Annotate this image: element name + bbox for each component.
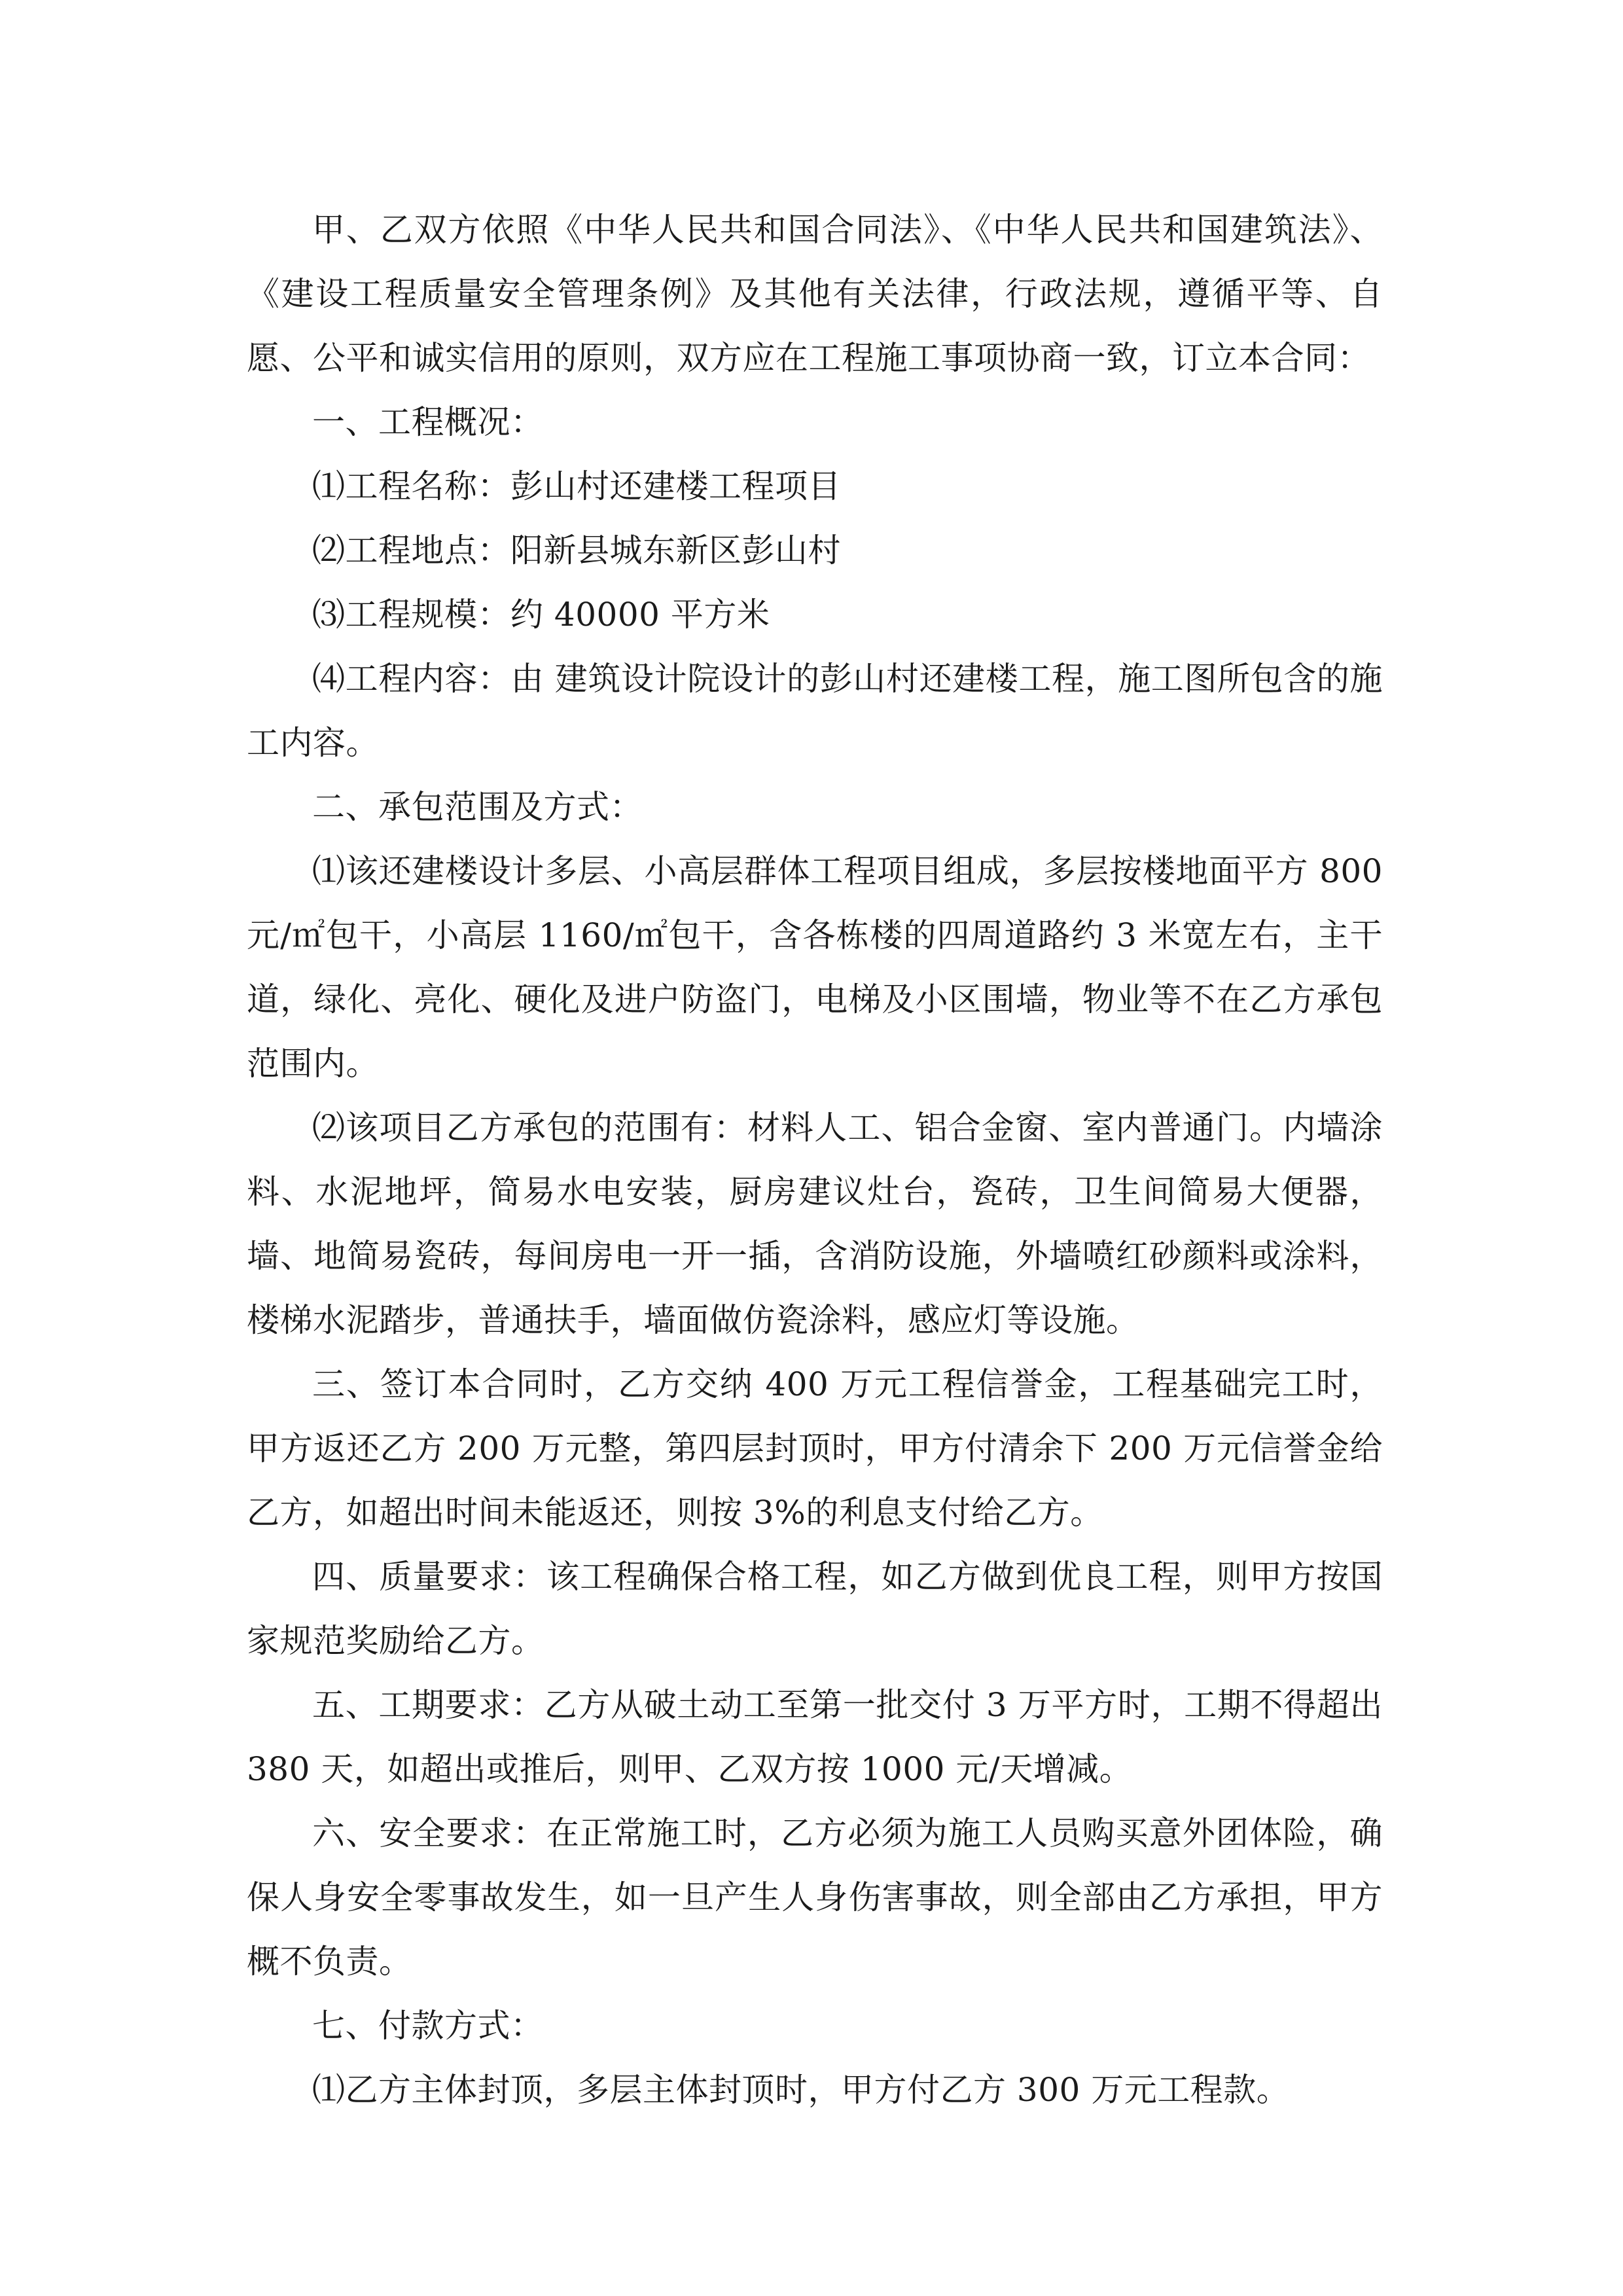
paragraph-scope-item-1: ⑴该还建楼设计多层、小高层群体工程项目组成，多层按楼地面平方 800 元/㎡包干，小高层 1160/㎡包干，含各栋楼的四周道路约 3 米宽左右，主干道，绿化、亮化、硬化及进户防盗门，电梯及小区围墙，物业等不在乙方承包范围内。 [247, 852, 1383, 1083]
section-heading-payment-method: 七、付款方式： [312, 2007, 544, 2045]
contract-body [247, 198, 1383, 2122]
paragraph-payment-item-1: ⑴乙方主体封顶，多层主体封顶时，甲方付乙方 300 万元工程款。 [312, 2071, 1290, 2109]
paragraph-deposit-terms: 三、签订本合同时，乙方交纳 400 万元工程信誉金，工程基础完工时，甲方返还乙方 200 万元整，第四层封顶时，甲方付清余下 200 万元信誉金给乙方，如超出时间未能返还，则按 3%的利息支付给乙方。 [247, 1365, 1383, 1532]
paragraph-scope-item-2: ⑵该项目乙方承包的范围有：材料人工、铝合金窗、室内普通门。内墙涂料、水泥地坪，简易水电安装，厨房建议灶台，瓷砖，卫生间简易大便器，墙、地简易瓷砖，每间房电一开一插，含消防设施，外墙喷红砂颜料或涂料，楼梯水泥踏步，普通扶手，墙面做仿瓷涂料，感应灯等设施。 [247, 1109, 1383, 1339]
paragraph-safety-requirements: 六、安全要求：在正常施工时，乙方必须为施工人员购买意外团体险，确保人身安全零事故发生，如一旦产生人身伤害事故，则全部由乙方承担，甲方概不负责。 [247, 1814, 1383, 1981]
paragraph-project-content: ⑷工程内容：由 建筑设计院设计的彭山村还建楼工程，施工图所包含的施工内容。 [247, 660, 1383, 762]
paragraph-preamble: 甲、乙双方依照《中华人民共和国合同法》、《中华人民共和国建筑法》、《建设工程质量安全管理条例》及其他有关法律，行政法规，遵循平等、自愿、公平和诚实信用的原则，双方应在工程施工事项协商一致，订立本合同： [247, 211, 1383, 377]
section-heading-project-overview: 一、工程概况： [312, 403, 544, 441]
paragraph-schedule-requirements: 五、工期要求：乙方从破土动工至第一批交付 3 万平方时，工期不得超出 380 天，如超出或推后，则甲、乙双方按 1000 元/天增减。 [247, 1686, 1383, 1788]
paragraph-project-scale: ⑶工程规模：约 40000 平方米 [312, 596, 770, 634]
paragraph-project-location: ⑵工程地点：阳新县城东新区彭山村 [312, 531, 841, 569]
paragraph-project-name: ⑴工程名称：彭山村还建楼工程项目 [312, 467, 841, 505]
section-heading-contract-scope: 二、承包范围及方式： [312, 788, 643, 826]
paragraph-quality-requirements: 四、质量要求：该工程确保合格工程，如乙方做到优良工程，则甲方按国家规范奖励给乙方。 [247, 1558, 1383, 1660]
